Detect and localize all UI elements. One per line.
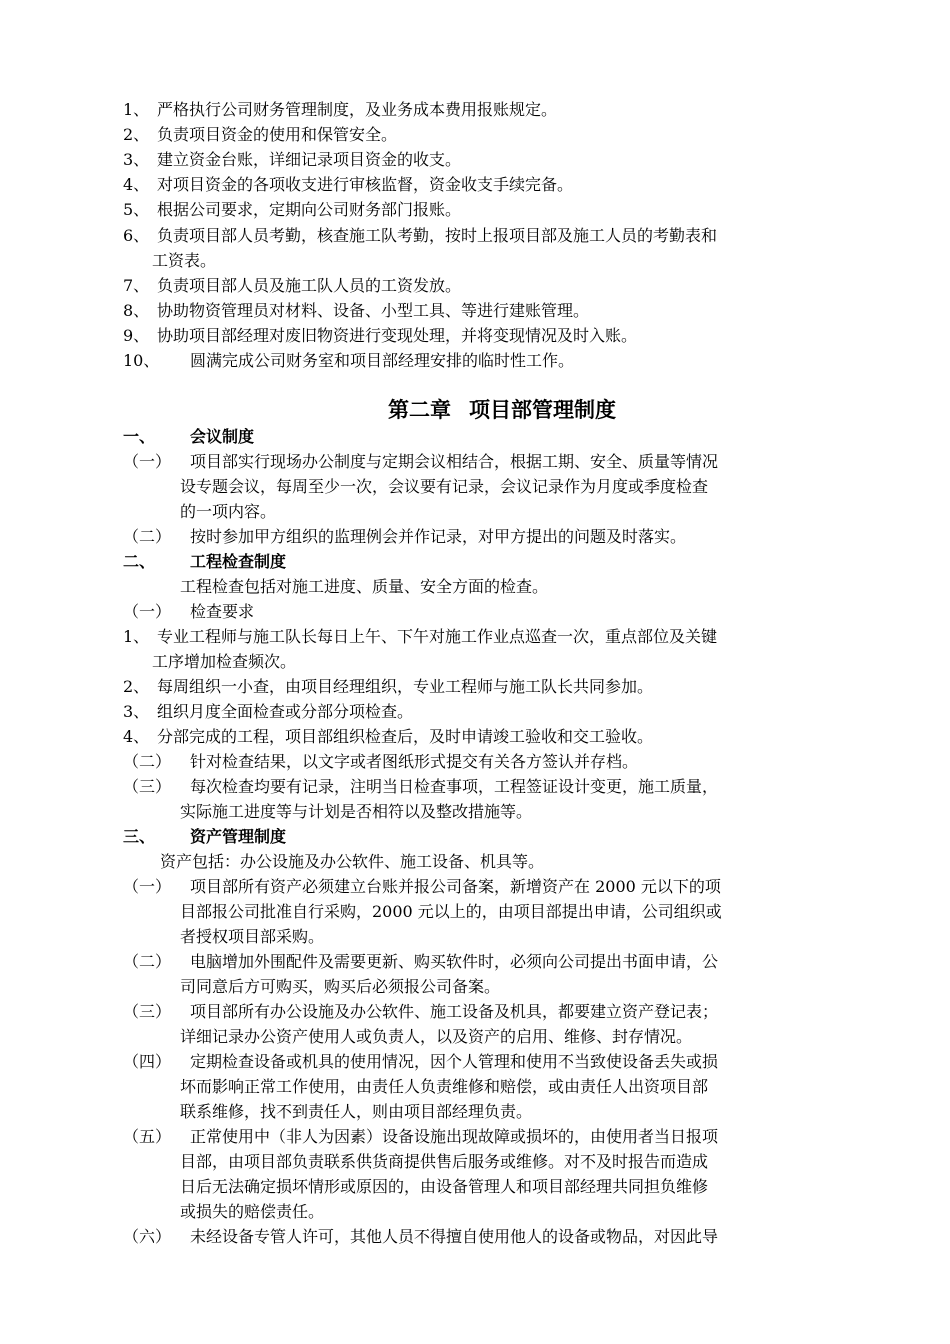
list-item: 6、 负责项目部人员考勤，核查施工队考勤，按时上报项目部及施工人员的考勤表和 <box>123 226 718 245</box>
list-item-continuation: 工资表。 <box>152 251 217 270</box>
sub-item: （四） 定期检查设备或机具的使用情况，因个人管理和使用不当致使设备丢失或损 <box>123 1052 719 1071</box>
section-heading: 三、 资产管理制度 <box>123 827 287 846</box>
sub-item-continuation: 或损失的赔偿责任。 <box>180 1202 325 1221</box>
sub-item: （一） 项目部所有资产必须建立台账并报公司备案，新增资产在 2000 元以下的项 <box>123 877 721 896</box>
section-heading: 一、 会议制度 <box>123 427 255 446</box>
section-heading: 二、 工程检查制度 <box>123 552 287 571</box>
sub-item-continuation: 目部报公司批准自行采购，2000 元以上的，由项目部提出申请，公司组织或 <box>180 902 722 921</box>
sub-item-continuation: 的一项内容。 <box>180 502 277 521</box>
list-item: 2、 每周组织一小查，由项目经理组织，专业工程师与施工队长共同参加。 <box>123 677 654 696</box>
sub-item-continuation: 者授权项目部采购。 <box>180 927 325 946</box>
sub-item: （二） 按时参加甲方组织的监理例会并作记录，对甲方提出的问题及时落实。 <box>123 527 687 546</box>
sub-item: （二） 针对检查结果，以文字或者图纸形式提交有关各方签认并存档。 <box>123 752 639 771</box>
sub-item: （三） 每次检查均要有记录，注明当日检查事项，工程签证设计变更，施工质量， <box>123 777 719 796</box>
list-item-continuation: 工序增加检查频次。 <box>152 652 297 671</box>
list-item: 1、 严格执行公司财务管理制度，及业务成本费用报账规定。 <box>123 100 558 119</box>
sub-item: （一） 检查要求 <box>123 602 255 621</box>
sub-item-continuation: 详细记录办公资产使用人或负责人，以及资产的启用、维修、封存情况。 <box>180 1027 693 1046</box>
list-item: 4、 分部完成的工程，项目部组织检查后，及时申请竣工验收和交工验收。 <box>123 727 654 746</box>
list-item: 2、 负责项目资金的使用和保管安全。 <box>123 125 398 144</box>
sub-item-continuation: 实际施工进度等与计划是否相符以及整改措施等。 <box>180 802 533 821</box>
sub-item: （六） 未经设备专管人许可，其他人员不得擅自使用他人的设备或物品，对因此导 <box>123 1227 719 1246</box>
sub-item: （三） 项目部所有办公设施及办公软件、施工设备及机具，都要建立资产登记表； <box>123 1002 719 1021</box>
list-item: 10、 圆满完成公司财务室和项目部经理安排的临时性工作。 <box>123 351 575 370</box>
section-intro: 工程检查包括对施工进度、质量、安全方面的检查。 <box>180 577 549 596</box>
list-item: 4、 对项目资金的各项收支进行审核监督，资金收支手续完备。 <box>123 175 574 194</box>
sub-item: （一） 项目部实行现场办公制度与定期会议相结合，根据工期、安全、质量等情况 <box>123 452 719 471</box>
list-item: 3、 建立资金台账，详细记录项目资金的收支。 <box>123 150 462 169</box>
sub-item-continuation: 设专题会议，每周至少一次，会议要有记录，会议记录作为月度或季度检查 <box>180 477 709 496</box>
sub-item: （五） 正常使用中（非人为因素）设备设施出现故障或损坏的，由使用者当日报项 <box>123 1127 719 1146</box>
list-item: 5、 根据公司要求，定期向公司财务部门报账。 <box>123 200 462 219</box>
list-item: 7、 负责项目部人员及施工队人员的工资发放。 <box>123 276 462 295</box>
sub-item-continuation: 日后无法确定损坏情形或原因的，由设备管理人和项目部经理共同担负维修 <box>180 1177 709 1196</box>
list-item: 8、 协助物资管理员对材料、设备、小型工具、等进行建账管理。 <box>123 301 590 320</box>
sub-item-continuation: 目部，由项目部负责联系供货商提供售后服务或维修。对不及时报告而造成 <box>180 1152 709 1171</box>
list-item: 3、 组织月度全面检查或分部分项检查。 <box>123 702 414 721</box>
list-item: 9、 协助项目部经理对废旧物资进行变现处理，并将变现情况及时入账。 <box>123 326 638 345</box>
list-item: 1、 专业工程师与施工队长每日上午、下午对施工作业点巡查一次，重点部位及关键 <box>123 627 718 646</box>
sub-item: （二） 电脑增加外围配件及需要更新、购买软件时，必须向公司提出书面申请，公 <box>123 952 719 971</box>
sub-item-continuation: 坏而影响正常工作使用，由责任人负责维修和赔偿，或由责任人出资项目部 <box>180 1077 709 1096</box>
sub-item-continuation: 司同意后方可购买，购买后必须报公司备案。 <box>180 977 501 996</box>
section-intro: 资产包括：办公设施及办公软件、施工设备、机具等。 <box>160 852 545 871</box>
chapter-title: 第二章 项目部管理制度 <box>388 398 616 422</box>
sub-item-continuation: 联系维修，找不到责任人，则由项目部经理负责。 <box>180 1102 533 1121</box>
